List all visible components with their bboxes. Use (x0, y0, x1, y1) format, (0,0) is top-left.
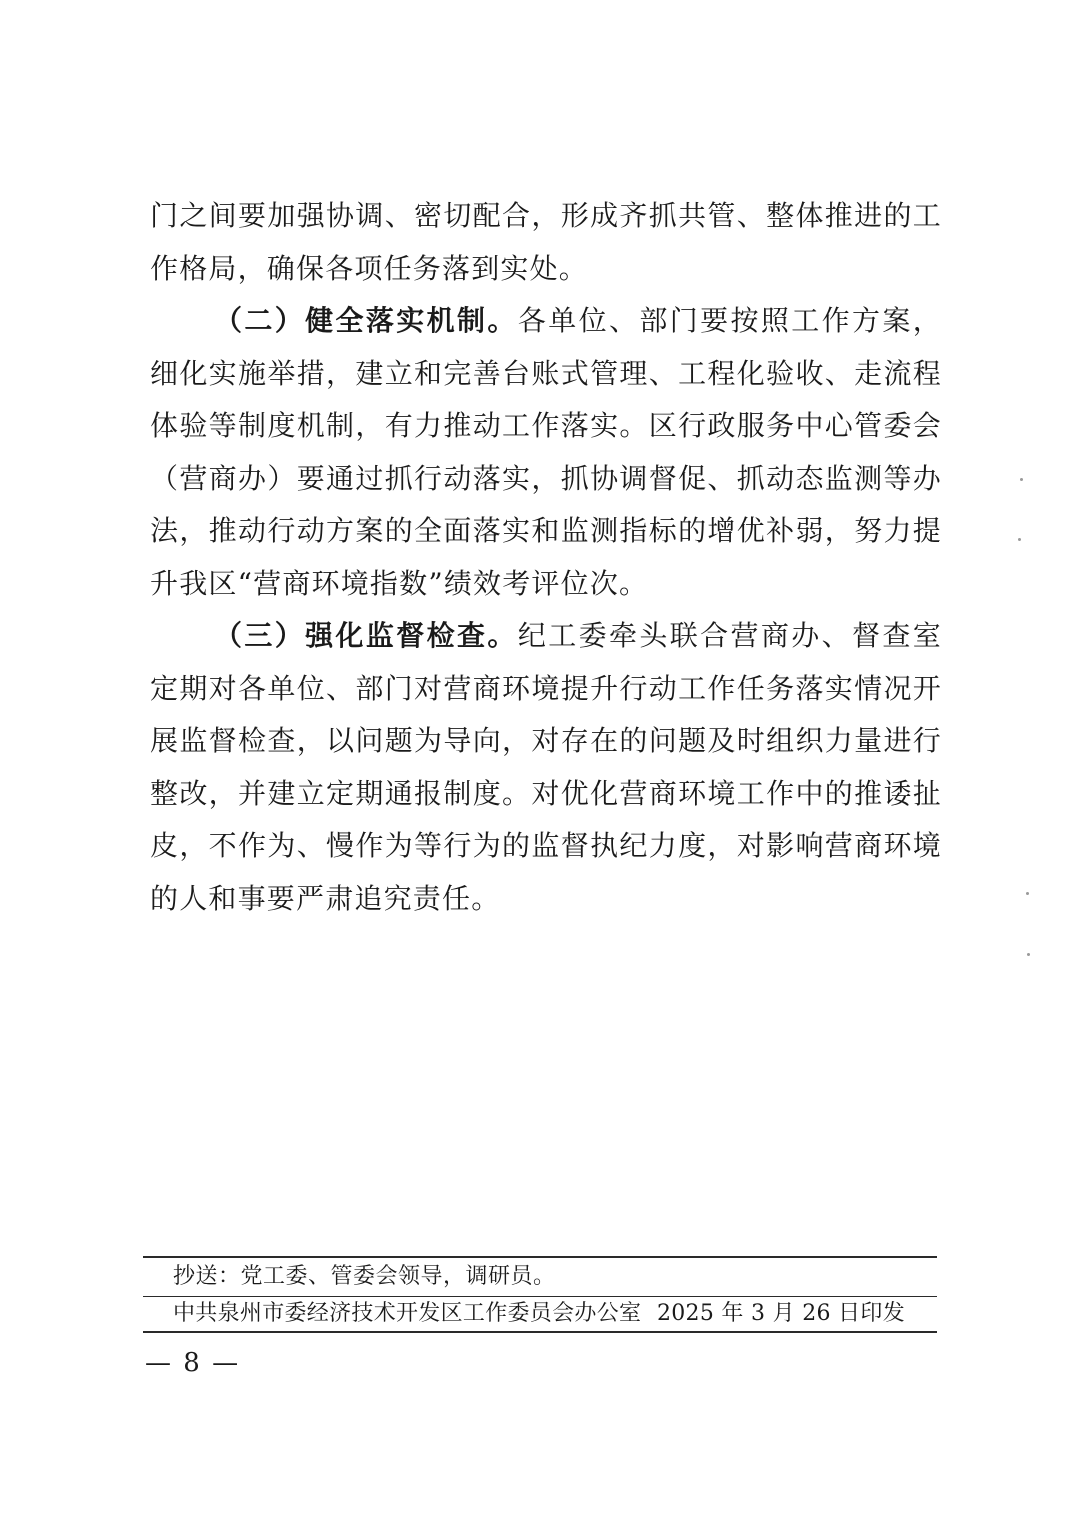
scan-speck (1026, 892, 1029, 895)
paragraph-heading: （三）强化监督检查。 (214, 619, 518, 652)
footer-bottom-rule (143, 1331, 937, 1333)
body-text (150, 190, 942, 925)
issuing-office: 中共泉州市委经济技术开发区工作委员会办公室 (173, 1301, 642, 1326)
scan-speck (1027, 953, 1030, 956)
paragraph-mechanism (150, 295, 942, 610)
cc-line: 抄送：党工委、管委会领导，调研员。 (173, 1264, 556, 1289)
issuer-line (143, 1297, 937, 1331)
page-number: — 8 — (145, 1348, 241, 1378)
paragraph-supervision (150, 610, 942, 925)
paragraph-continuation (150, 190, 942, 295)
issue-date: 2025 年 3 月 26 日印发 (656, 1301, 905, 1326)
paragraph-text: 纪工委牵头联合营商办、督查室定期对各单位、部门对营商环境提升行动工作任务落实情况开展监督检查，以问题为导向，对存在的问题及时组织力量进行整改，并建立定期通报制度。对优化营商环境工作中的推诿扯皮，不作为、慢作为等行为的监督执纪力度，对影响营商环境的人和事要严肃追究责任。 (150, 619, 942, 915)
scan-speck (1020, 478, 1023, 481)
paragraph-text: 各单位、部门要按照工作方案，细化实施举措，建立和完善台账式管理、工程化验收、走流程体验等制度机制，有力推动工作落实。区行政服务中心管委会（营商办）要通过抓行动落实，抓协调督促、抓动态监测等办法，推动行动方案的全面落实和监测指标的增优补弱，努力提升我区“营商环境指数”绩效考评位次。 (150, 304, 942, 600)
scan-speck (1018, 538, 1021, 541)
paragraph-heading: （二）健全落实机制。 (214, 304, 518, 337)
document-footer (143, 1256, 937, 1333)
paragraph-text: 门之间要加强协调、密切配合，形成齐抓共管、整体推进的工作格局，确保各项任务落到实处。 (150, 199, 942, 285)
